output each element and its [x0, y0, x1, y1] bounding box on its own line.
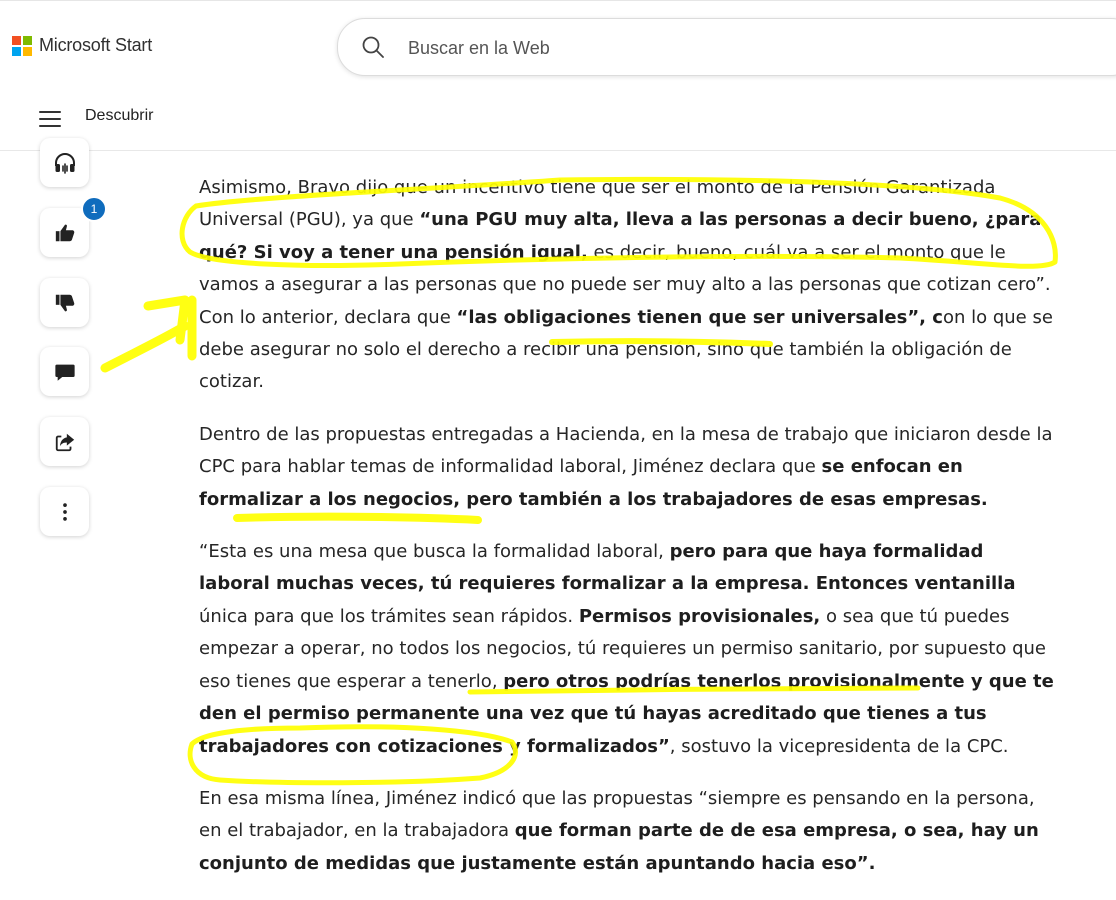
paragraph-3: “Esta es una mesa que busca la formalidad laboral, pero para que haya formalidad laboral muchas veces, tú requieres formalizar a la empresa. Entonces ventanilla única para que los trámites sean rápidos. Permisos provisionales, o sea que tú puedes empezar a operar, no todos los negocios, tú requieres un permiso sanitario, por supuesto que eso tienes que esperar a tenerlo, pero otros podrías tenerlos provisionalmente y que te den el permiso permanente una vez que tú hayas acreditado que tienes a tus trabajadores con cotizaciones y formalizados”, sostuvo la vicepresidenta de la CPC.: [199, 541, 1054, 757]
top-divider: [0, 0, 1116, 1]
article-body: [199, 172, 1059, 900]
comments-button[interactable]: [40, 347, 89, 396]
sub-navigation: [0, 90, 1116, 151]
highlight-arrow: [105, 300, 192, 368]
more-vertical-icon: [54, 501, 76, 523]
microsoft-logo-icon: [12, 36, 32, 56]
logo-square-blue: [12, 47, 21, 56]
share-button[interactable]: [40, 417, 89, 466]
brand-name: Microsoft Start: [39, 35, 153, 55]
share-icon: [54, 431, 76, 453]
logo-square-green: [23, 36, 32, 45]
microsoft-start-logo[interactable]: [12, 35, 152, 56]
like-count-badge: 1: [81, 196, 107, 222]
paragraph-4: En esa misma línea, Jiménez indicó que las propuestas “siempre es pensando en la persona, en el trabajador, en la trabajadora que forman parte de de esa empresa, o sea, hay un conjunto de medidas que justamente están apuntando hacia eso”.: [199, 787, 1039, 874]
paragraph-2: Dentro de las propuestas entregadas a Hacienda, en la mesa de trabajo que iniciaron desde la CPC para hablar temas de informalidad laboral, Jiménez declara que se enfocan en formalizar a los negocios, pero también a los trabajadores de esas empresas.: [199, 423, 1053, 510]
logo-square-yellow: [23, 47, 32, 56]
paragraph-1: Asimismo, Bravo dijo que un incentivo tiene que ser el monto de la Pensión Garantizada Universal (PGU), ya que “una PGU muy alta, lleva a las personas a decir bueno, ¿para qué? Si voy a tener una pensión igual, es decir, bueno, cuál va a ser el monto que le vamos a asegurar a las personas que no puede ser muy alto a las personas que cotizan cero”. Con lo anterior, declara que “las obligaciones tienen que ser universales”, con lo que se debe asegurar no solo el derecho a recibir una pensión, sino que también la obligación de cotizar.: [199, 177, 1053, 393]
thumbs-down-icon: [54, 292, 76, 314]
hamburger-icon[interactable]: [39, 111, 61, 127]
headphones-icon: [53, 151, 77, 175]
listen-button[interactable]: [40, 138, 89, 187]
thumbs-up-icon: [54, 222, 76, 244]
comment-icon: [54, 361, 76, 383]
search-icon[interactable]: [361, 35, 385, 59]
search-input[interactable]: [406, 33, 1010, 63]
top-bar: [0, 0, 1116, 90]
more-options-button[interactable]: [40, 487, 89, 536]
discover-link[interactable]: Descubrir: [85, 107, 154, 124]
like-button[interactable]: [40, 208, 89, 257]
logo-square-red: [12, 36, 21, 45]
dislike-button[interactable]: [40, 278, 89, 327]
search-box[interactable]: [337, 18, 1116, 76]
